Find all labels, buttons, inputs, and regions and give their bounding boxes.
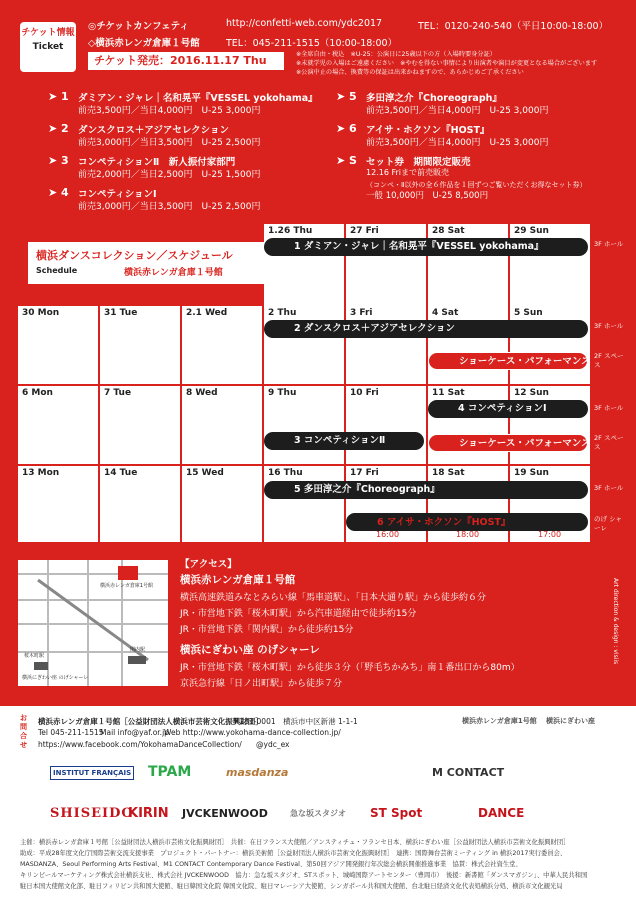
calendar-day-cell	[18, 466, 98, 542]
ticket-extra-2: 一般 10,000円 U-25 8,500円	[366, 191, 489, 201]
footer-credit: 助成：平成28年度文化庁国際芸術交流支援事業 プロジェクト・パートナー：横浜美術館［公益財団法人横浜市芸術文化振興財団］ 連携：国際舞台芸術ミーティング in 横浜2017実行委員会、	[20, 850, 567, 857]
event-label: 3 コンペティションⅡ	[294, 435, 386, 446]
ticket-tel2: TEL：045-211-1515（10:00-18:00）	[226, 38, 398, 49]
venue-label-3f: 3F ホール	[594, 484, 624, 492]
event-time: 17:00	[538, 530, 562, 539]
logo-m-contact: M CONTACT	[432, 766, 505, 779]
logo-shiseido: SHISEIDO	[50, 806, 134, 821]
ticket-title: ダンスクロス＋アジアセレクション	[78, 125, 229, 136]
ticket-badge-en: Ticket	[32, 42, 64, 52]
logo-masdanza: masdanza	[226, 766, 289, 779]
event-time: 19:30	[294, 451, 318, 460]
ticket-title: ダミアン・ジャレ｜名和晃平『VESSEL yokohama』	[78, 93, 318, 104]
event-time: 19:30	[294, 257, 318, 266]
access-line: JR・市営地下鉄「関内駅」から徒歩約15分	[180, 625, 354, 635]
footer-address: 〒231-0001 横浜市中区新港 1-1-1	[232, 717, 358, 726]
ticket-note-2: ※未就学児の入場はご遠慮ください ※やむを得ない事情により出演者や演目が変更となる場合がございます	[296, 60, 598, 67]
venue-label-nogeza: のげ シャーレ	[594, 515, 622, 532]
calendar-day-cell	[100, 466, 180, 542]
calendar-day-cell	[18, 386, 98, 464]
calendar-day-label: 14 Tue	[104, 468, 138, 478]
logo-kyunasaka: 急な坂スタジオ	[290, 809, 346, 818]
calendar-day-label: 19 Sun	[514, 468, 549, 478]
calendar-day-label: 31 Tue	[104, 308, 138, 318]
ticket-number: ➤ 3	[48, 154, 69, 167]
event-label: ショーケース・パフォーマンス	[459, 356, 591, 367]
calendar-day-label: 7 Tue	[104, 388, 132, 398]
calendar-day-label: 27 Fri	[350, 226, 379, 236]
venue-label-2f: 2F スペース	[594, 352, 624, 369]
access-heading: 【アクセス】	[180, 559, 237, 570]
event-time: 16:00	[538, 257, 562, 266]
event-bar-5[interactable]	[264, 481, 588, 499]
footer-org: 横浜赤レンガ倉庫１号館［公益財団法人横浜市芸術文化振興財団］	[38, 717, 263, 726]
footer-tel: Tel 045-211-1515	[38, 728, 104, 737]
event-time: 16:00	[456, 500, 480, 509]
access-map	[18, 560, 168, 686]
ticket-number: ➤ 5	[336, 90, 357, 103]
ticket-price: 前売2,000円／当日2,500円 U-25 1,500円	[78, 170, 261, 180]
event-time: 19:30	[374, 451, 398, 460]
event-label: 2 ダンスクロス＋アジアセレクション	[294, 323, 455, 334]
calendar-day-label: 4 Sat	[432, 308, 459, 318]
event-time: 16:00	[376, 530, 400, 539]
ticket-title: コンペティションⅠ	[78, 189, 157, 200]
calendar-day-label: 6 Mon	[22, 388, 53, 398]
ticket-price: 前売3,000円／当日3,500円 U-25 2,500円	[78, 202, 261, 212]
ticket-title: コンペティションⅡ 新人振付家部門	[78, 157, 236, 168]
schedule-label: Schedule	[36, 266, 78, 275]
event-time: 16:00	[456, 419, 480, 428]
footer-credit: 主催：横浜赤レンガ倉庫１号館［公益財団法人横浜市芸術文化振興財団］ 共催：在日フランス大使館／アンスティチュ・フランセ日本、横浜にぎわい座［公益財団法人横浜市芸術文化振興財団］	[20, 839, 570, 846]
calendar-day-label: 18 Sat	[432, 468, 465, 478]
event-time: 16:00	[538, 500, 562, 509]
ticket-org2: ◇横浜赤レンガ倉庫１号館	[88, 38, 200, 49]
ticket-note-3: ※公演中止の場合、換費等の保証は出来かねますので、あらかじめご了承ください	[296, 69, 524, 76]
ticket-price: 12.16 Friまで前売販売	[366, 168, 449, 177]
ticket-title: アイサ・ホクソン『HOST』	[366, 125, 490, 136]
event-label: 6 アイサ・ホクソン『HOST』	[377, 517, 511, 528]
ticket-sale-date: チケット発売：2016.11.17 Thu	[88, 52, 284, 70]
event-time: 19:30	[294, 500, 318, 509]
calendar-day-cell	[100, 386, 180, 464]
design-credit: Art direction & design : visiis	[612, 578, 619, 665]
footer-ask: お問合せ	[20, 714, 27, 749]
map-label: 桜木町駅	[24, 653, 45, 659]
ticket-number: ➤ S	[336, 154, 357, 167]
event-time: 19:30	[374, 257, 398, 266]
logo-kirin: KIRIN	[128, 806, 169, 821]
logo-dance: DANCE	[478, 806, 525, 820]
map-label: 横浜赤レンガ倉庫1号館	[100, 583, 154, 589]
event-time: 16:00	[538, 339, 562, 348]
access-line: JR・市営地下鉄「桜木町駅」から汽車道経由で徒歩約15分	[180, 609, 417, 619]
logo-institut-francais: INSTITUT FRANÇAIS	[50, 766, 134, 780]
event-time: 16:00	[538, 419, 562, 428]
calendar-day-label: 29 Sun	[514, 226, 549, 236]
calendar-day-label: 2 Thu	[268, 308, 297, 318]
access-venue-2: 横浜にぎわい座 のげシャーレ	[180, 644, 320, 656]
ticket-title: 多田淳之介『Choreograph』	[366, 93, 502, 104]
map-label: 横浜にぎわい座 のげシャーレ	[22, 675, 89, 681]
schedule-title-box	[28, 242, 264, 284]
event-time: 19:30	[294, 339, 318, 348]
event-bar-2[interactable]	[264, 320, 588, 338]
calendar-day-label: 15 Wed	[186, 468, 224, 478]
event-label: ショーケース・パフォーマンス	[459, 438, 591, 449]
ticket-org1: ◎チケットカンフェティ	[88, 21, 189, 32]
calendar-day-cell	[100, 306, 180, 384]
calendar-day-label: 30 Mon	[22, 308, 60, 318]
calendar-day-label: 10 Fri	[350, 388, 379, 398]
calendar-day-cell	[182, 466, 262, 542]
calendar-day-label: 12 Sun	[514, 388, 549, 398]
ticket-number: ➤ 6	[336, 122, 357, 135]
ticket-url[interactable]: http://confetti-web.com/ydc2017	[226, 18, 383, 29]
calendar-day-label: 28 Sat	[432, 226, 465, 236]
schedule-title: 横浜ダンスコレクション／スケジュール	[36, 249, 233, 262]
logo-nigiwaiza: 横浜にぎわい座	[546, 717, 595, 725]
ticket-number: ➤ 4	[48, 186, 69, 199]
footer-mail[interactable]: Mail info@yaf.or.jp	[100, 728, 169, 737]
venue-label-3f: 3F ホール	[594, 240, 624, 248]
calendar-day-label: 17 Fri	[350, 468, 379, 478]
calendar-day-label: 9 Thu	[268, 388, 297, 398]
logo-tpam: TPAM	[148, 764, 192, 780]
event-label: 5 多田淳之介『Choreograph』	[294, 484, 440, 495]
event-bar-1[interactable]	[264, 238, 588, 256]
calendar-day-label: 8 Wed	[186, 388, 218, 398]
access-line: 横浜高速鉄道みなとみらい線「馬車道駅」、「日本大通り駅」から徒歩約６分	[180, 593, 487, 603]
calendar-day-label: 16 Thu	[268, 468, 303, 478]
footer-credit: キリンビールマーケティング株式会社横浜支社、株式会社 JVCKENWOOD 協力：急な坂スタジオ、STスポット、城崎国際アートセンター（豊岡市） 後援：新書館「ダンスマガジン」、中華人民共和国	[20, 872, 588, 879]
schedule-venue: 横浜赤レンガ倉庫１号館	[124, 268, 223, 278]
calendar-day-label: 2.1 Wed	[186, 308, 228, 318]
venue-label-2f: 2F スペース	[594, 434, 624, 451]
calendar-day-label: 3 Fri	[350, 308, 373, 318]
venue-label-3f: 3F ホール	[594, 404, 624, 412]
event-time: 19:30	[374, 500, 398, 509]
ticket-number: ➤ 2	[48, 122, 69, 135]
footer-credit: 駐日本国大使館文化部、駐日フィリピン共和国大使館、駐日韓国文化院 韓国文化院、駐日マレーシア大使館、シンガポール共和国大使館、台北駐日経済文化代表処横浜分処、横浜市文化観光局	[20, 883, 563, 890]
footer-credit: MASDANZA、Seoul Performing Arts Festival、M1 CONTACT Contemporary Dance Festival、第50回アジア開発銀行年次総会横浜開催推進事業 協賛：株式会社資生堂、	[20, 861, 522, 868]
footer-web[interactable]: Web http://www.yokohama-dance-collection.jp/	[164, 728, 341, 737]
ticket-tel1: TEL：0120-240-540（平日10:00-18:00）	[418, 21, 609, 32]
ticket-price: 前売3,500円／当日4,000円 U-25 3,000円	[366, 106, 549, 116]
calendar-day-label: 1.26 Thu	[268, 226, 313, 236]
ticket-number: ➤ 1	[48, 90, 69, 103]
footer-facebook[interactable]: https://www.facebook.com/YokohamaDanceCollection/	[38, 740, 242, 749]
ticket-title: セット券 期間限定販売	[366, 157, 471, 168]
map-drawing	[18, 560, 168, 686]
event-bar-showcase-1[interactable]	[428, 352, 591, 370]
ticket-price: 前売3,000円／当日3,500円 U-25 2,500円	[78, 138, 261, 148]
venue-label-3f: 3F ホール	[594, 322, 624, 330]
access-line: 京浜急行線「日ノ出町駅」から徒歩７分	[180, 679, 343, 689]
event-time: 19:30	[374, 339, 398, 348]
calendar-day-cell	[18, 306, 98, 384]
logo-st-spot: ST Spot	[370, 806, 423, 820]
event-bar-4[interactable]	[428, 400, 588, 418]
ticket-price: 前売3,500円／当日4,000円 U-25 3,000円	[78, 106, 261, 116]
ticket-badge-jp: チケット情報	[21, 28, 75, 38]
event-bar-6[interactable]	[346, 513, 588, 531]
ticket-price: 前売3,500円／当日4,000円 U-25 3,000円	[366, 138, 549, 148]
event-time: 16:00	[456, 257, 480, 266]
event-bar-showcase-2[interactable]	[428, 434, 591, 452]
event-label: 1 ダミアン・ジャレ｜名和晃平『VESSEL yokohama』	[294, 241, 544, 252]
event-time: 18:00	[456, 530, 480, 539]
calendar-day-label: 5 Sun	[514, 308, 543, 318]
event-time: 16:00	[456, 339, 480, 348]
event-label: 4 コンペティションⅠ	[458, 403, 547, 414]
ticket-note-1: ※全席自由・税込 ※U-25：公演日に25歳以下の方（入場時要身分証）	[296, 51, 496, 58]
map-label: 関内駅	[130, 647, 146, 653]
footer-twitter[interactable]: @ydc_ex	[256, 740, 290, 749]
access-line: JR・市営地下鉄「桜木町駅」から徒歩３分（「野毛ちかみち」南１番出口から80m）	[180, 663, 520, 673]
calendar-day-label: 11 Sat	[432, 388, 465, 398]
logo-jvckenwood: JVCKENWOOD	[182, 807, 268, 820]
event-bar-3[interactable]	[264, 432, 424, 450]
access-venue-1: 横浜赤レンガ倉庫１号館	[180, 574, 296, 586]
ticket-badge	[20, 22, 76, 72]
calendar-day-cell	[182, 306, 262, 384]
logo-red-brick: 横浜赤レンガ倉庫1号館	[462, 717, 537, 725]
ticket-extra-1: （コンペ・Ⅱ以外の全６作品を１回ずつご覧いただくお得なセット券）	[366, 181, 587, 189]
calendar-day-cell	[182, 386, 262, 464]
calendar-day-label: 13 Mon	[22, 468, 60, 478]
